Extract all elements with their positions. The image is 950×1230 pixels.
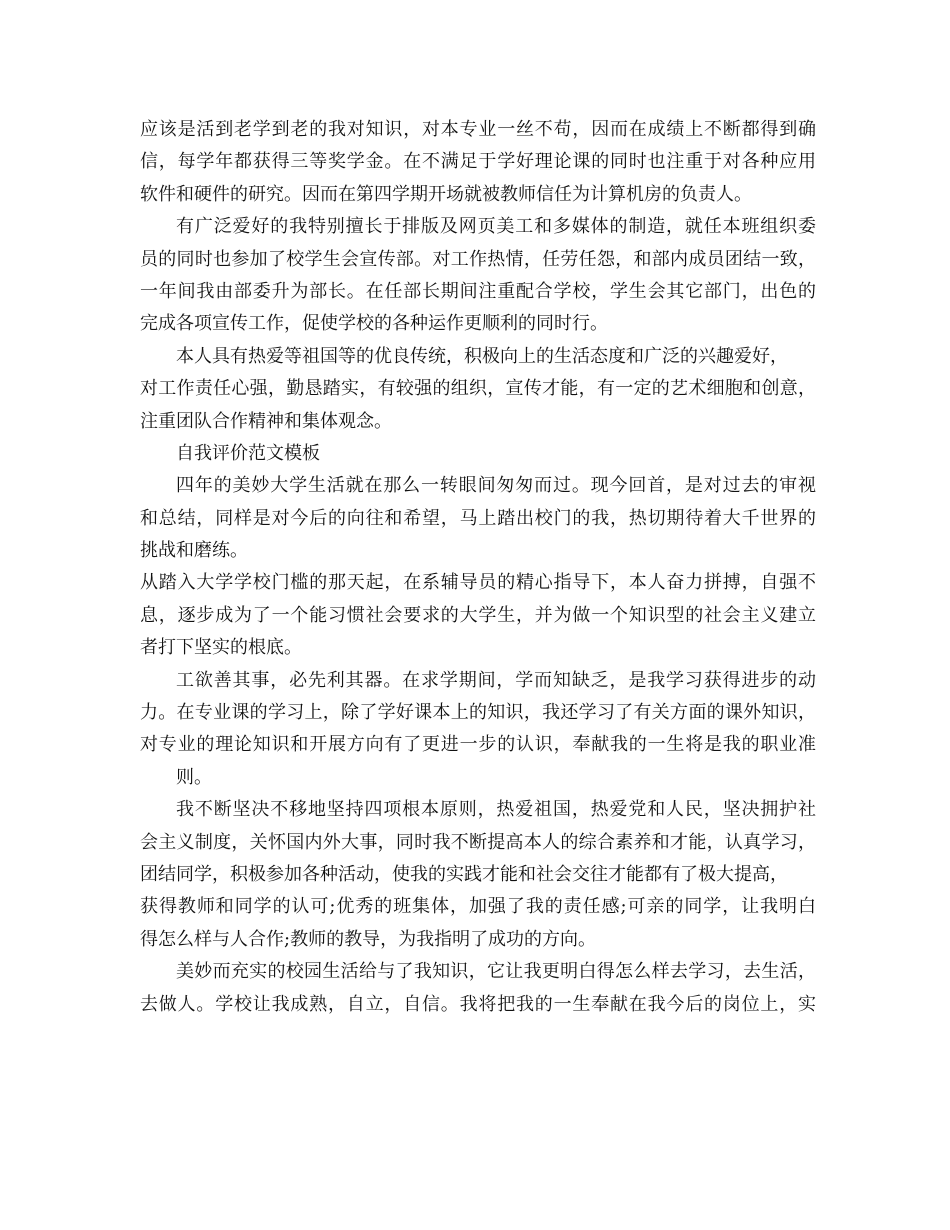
document-body	[140, 114, 816, 1021]
text-line: 从踏入大学学校门槛的那天起，在系辅导员的精心指导下，本人奋力拼搏，自强不	[140, 572, 816, 594]
text-line: 得怎么样与人合作;教师的教导，为我指明了成功的方向。	[140, 928, 597, 950]
text-line: 软件和硬件的研究。因而在第四学期开场就被教师信任为计算机房的负责人。	[140, 183, 752, 205]
text-line: 去做人。学校让我成熟，自立，自信。我将把我的一生奉献在我今后的岗位上，实	[140, 993, 816, 1015]
text-line: 获得教师和同学的认可;优秀的班集体，加强了我的责任感;可亲的同学，让我明白	[140, 896, 816, 918]
text-line: 应该是活到老学到老的我对知识，对本专业一丝不苟，因而在成绩上不断都得到确	[140, 119, 816, 140]
text-line: 自我评价范文模板	[176, 442, 320, 464]
text-line: 对工作责任心强，勤恳踏实，有较强的组织，宣传才能，有一定的艺术细胞和创意，	[140, 378, 816, 400]
text-line: 者打下坚实的根底。	[140, 637, 302, 659]
text-line: 员的同时也参加了校学生会宣传部。对工作热情，任劳任怨，和部内成员团结一致，	[140, 248, 816, 270]
text-line: 则。	[176, 766, 212, 788]
text-line: 一年间我由部委升为部长。在任部长期间注重配合学校，学生会其它部门，出色的	[140, 280, 816, 302]
text-line: 注重团队合作精神和集体观念。	[140, 410, 392, 432]
text-line: 对专业的理论知识和开展方向有了更进一步的认识，奉献我的一生将是我的职业准	[140, 734, 816, 756]
text-line: 工欲善其事，必先利其器。在求学期间，学而知缺乏，是我学习获得进步的动	[176, 669, 816, 691]
text-line: 和总结，同样是对今后的向往和希望，马上踏出校门的我，热切期待着大千世界的	[140, 507, 816, 529]
text-line: 我不断坚决不移地坚持四项根本原则，热爱祖国，热爱党和人民，坚决拥护社	[176, 799, 816, 821]
text-line: 信，每学年都获得三等奖学金。在不满足于学好理论课的同时也注重于对各种应用	[140, 151, 816, 173]
text-line: 会主义制度，关怀国内外大事，同时我不断提高本人的综合素养和才能，认真学习，	[140, 831, 816, 853]
text-line: 挑战和磨练。	[140, 540, 248, 562]
text-line: 美妙而充实的校园生活给与了我知识，它让我更明白得怎么样去学习，去生活，	[176, 961, 816, 983]
text-line: 本人具有热爱等祖国等的优良传统，积极向上的生活态度和广泛的兴趣爱好，	[176, 345, 788, 367]
text-line: 完成各项宣传工作，促使学校的各种运作更顺利的同时行。	[140, 313, 608, 335]
text-line: 力。在专业课的学习上，除了学好课本上的知识，我还学习了有关方面的课外知识，	[140, 702, 816, 724]
text-line: 息，逐步成为了一个能习惯社会要求的大学生，并为做一个知识型的社会主义建立	[140, 604, 816, 626]
text-line: 有广泛爱好的我特别擅长于排版及网页美工和多媒体的制造，就任本班组织委	[176, 216, 816, 238]
text-line: 四年的美妙大学生活就在那么一转眼间匆匆而过。现今回首，是对过去的审视	[176, 475, 816, 497]
text-line: 团结同学，积极参加各种活动，使我的实践才能和社会交往才能都有了极大提高，	[140, 863, 788, 885]
